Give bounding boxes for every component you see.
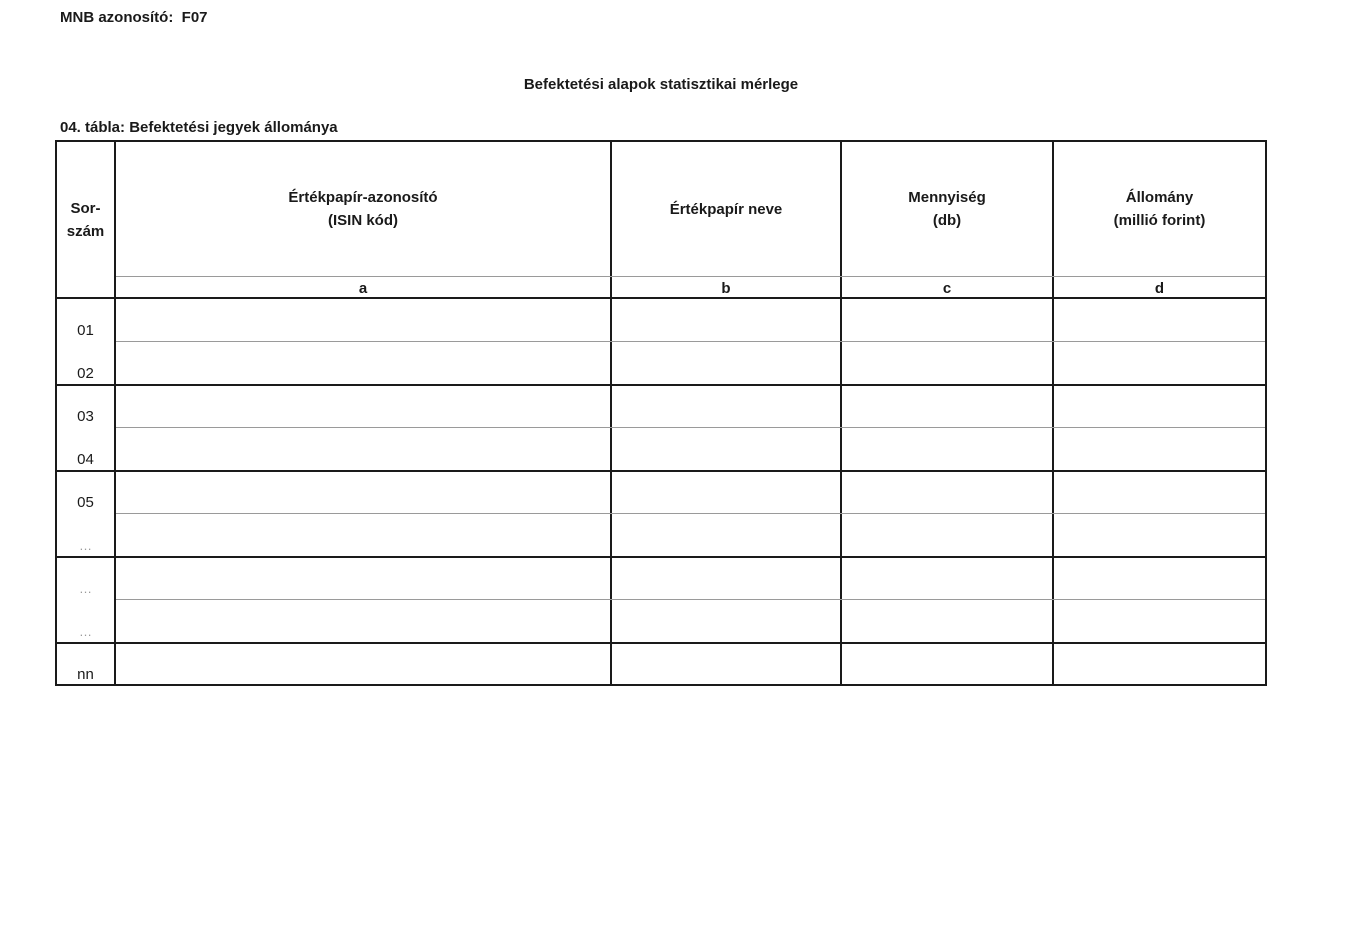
cell-b[interactable]	[612, 601, 840, 641]
row-number: 03	[77, 408, 94, 425]
column-letter-a: a	[358, 280, 368, 297]
cell-d[interactable]	[1054, 472, 1265, 512]
row-number: …	[79, 581, 92, 596]
header-isin-line1: Értékpapír-azonosító	[288, 189, 438, 206]
cell-d[interactable]	[1054, 601, 1265, 641]
row-number: 01	[77, 322, 94, 339]
cell-b[interactable]	[612, 386, 840, 426]
row-number: …	[79, 538, 92, 553]
header-quantity-line1: Mennyiség	[908, 189, 986, 206]
table-caption: 04. tábla: Befektetési jegyek állománya	[60, 119, 338, 136]
cell-c[interactable]	[842, 558, 1052, 598]
row-divider	[116, 341, 1265, 342]
cell-b[interactable]	[612, 515, 840, 555]
header-sorszam-line1: Sor-	[70, 200, 101, 217]
cell-c[interactable]	[842, 343, 1052, 383]
cell-a[interactable]	[116, 386, 610, 426]
header-security-name	[612, 198, 840, 221]
cell-b[interactable]	[612, 429, 840, 469]
cell-a[interactable]	[116, 472, 610, 512]
cell-b[interactable]	[612, 558, 840, 598]
cell-b[interactable]	[612, 472, 840, 512]
header-letter-divider	[116, 276, 1265, 277]
statistics-table	[55, 140, 1267, 686]
cell-a[interactable]	[116, 300, 610, 340]
cell-a[interactable]	[116, 644, 610, 684]
cell-c[interactable]	[842, 429, 1052, 469]
header-security-name-line1: Értékpapír neve	[669, 201, 783, 218]
column-letter-b: b	[721, 280, 731, 297]
header-isin	[116, 186, 610, 232]
header-isin-line2: (ISIN kód)	[328, 212, 398, 229]
header-stock-line1: Állomány	[1125, 189, 1194, 206]
mnb-identifier-code: F07	[181, 9, 208, 26]
cell-d[interactable]	[1054, 558, 1265, 598]
row-number: 04	[77, 451, 94, 468]
row-divider	[116, 427, 1265, 428]
cell-a[interactable]	[116, 515, 610, 555]
cell-c[interactable]	[842, 515, 1052, 555]
cell-c[interactable]	[842, 472, 1052, 512]
column-letter-c: c	[942, 280, 952, 297]
row-number: nn	[77, 666, 94, 683]
row-divider	[116, 599, 1265, 600]
cell-d[interactable]	[1054, 300, 1265, 340]
mnb-identifier-label: MNB azonosító:	[60, 9, 174, 26]
row-number: 05	[77, 494, 94, 511]
cell-d[interactable]	[1054, 515, 1265, 555]
header-quantity-line2: (db)	[932, 212, 962, 229]
header-sorszam	[57, 197, 114, 243]
cell-a[interactable]	[116, 343, 610, 383]
cell-b[interactable]	[612, 644, 840, 684]
document-title: Befektetési alapok statisztikai mérlege	[523, 76, 799, 93]
cell-d[interactable]	[1054, 386, 1265, 426]
cell-c[interactable]	[842, 601, 1052, 641]
column-letter-d: d	[1154, 280, 1165, 297]
cell-a[interactable]	[116, 601, 610, 641]
row-divider	[116, 513, 1265, 514]
row-number: …	[79, 624, 92, 639]
cell-d[interactable]	[1054, 429, 1265, 469]
row-number: 02	[77, 365, 94, 382]
cell-b[interactable]	[612, 300, 840, 340]
header-stock	[1054, 186, 1265, 232]
cell-a[interactable]	[116, 558, 610, 598]
header-quantity	[842, 186, 1052, 232]
mnb-identifier	[60, 9, 208, 26]
header-sorszam-line2: szám	[66, 223, 105, 240]
cell-c[interactable]	[842, 644, 1052, 684]
cell-b[interactable]	[612, 343, 840, 383]
cell-c[interactable]	[842, 386, 1052, 426]
cell-a[interactable]	[116, 429, 610, 469]
cell-d[interactable]	[1054, 343, 1265, 383]
header-stock-line2: (millió forint)	[1113, 212, 1206, 229]
cell-d[interactable]	[1054, 644, 1265, 684]
cell-c[interactable]	[842, 300, 1052, 340]
